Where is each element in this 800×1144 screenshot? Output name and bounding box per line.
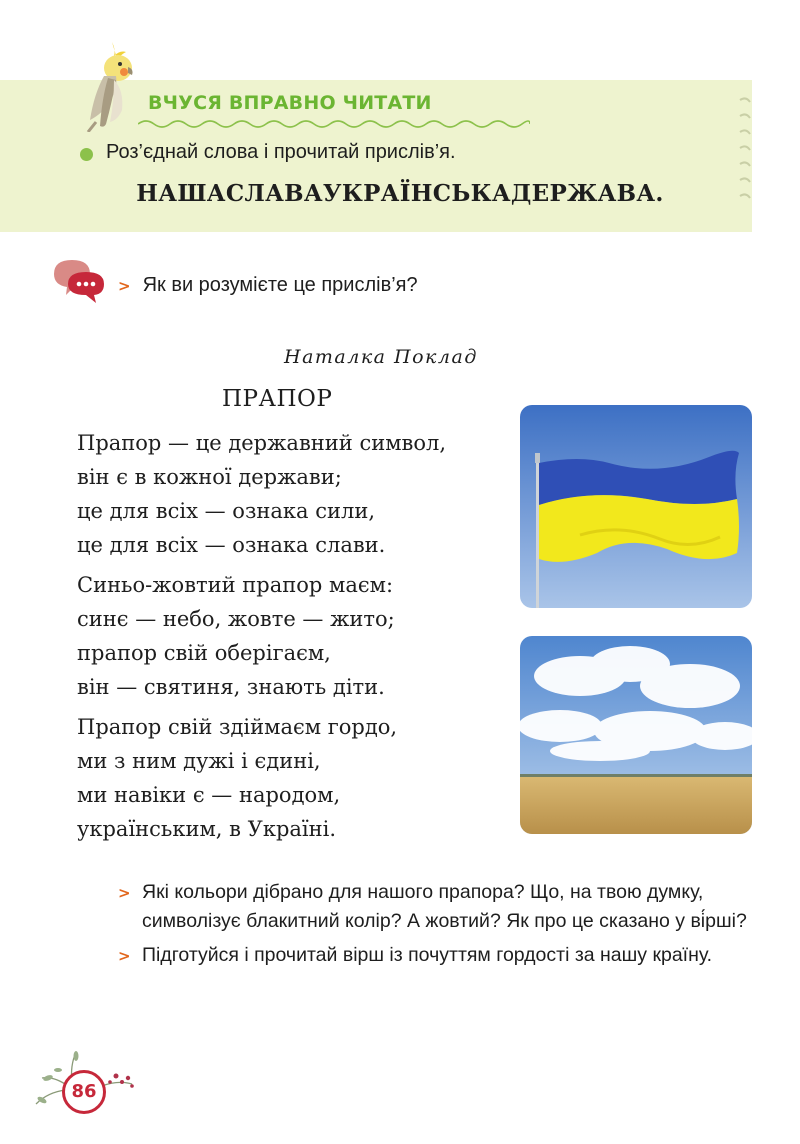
task-instruction: Роз’єднай слова і прочитай прислів’я. [106, 141, 456, 163]
poem-author: Наталка Поклад [284, 346, 478, 368]
followup-questions [118, 878, 758, 975]
flag-photo [520, 405, 752, 608]
question-text: Підготуйся і прочитай вірш із почуттям гордості за нашу країну. [142, 944, 713, 966]
poem-line: ми навіки є — народом, [77, 783, 341, 807]
section-title: ВЧУСЯ ВПРАВНО ЧИТАТИ [148, 92, 432, 114]
list-item [118, 878, 758, 936]
poem-stanza [77, 568, 395, 704]
proverb-puzzle: НАШАСЛАВАУКРАЇНСЬКАДЕРЖАВА. [136, 180, 664, 207]
poem-line: Прапор свій здіймаєм гордо, [77, 715, 398, 739]
chat-bubbles-icon [50, 258, 106, 304]
poem-line: українським, в Україні. [77, 817, 337, 841]
question-text: Які кольори дібрано для нашого прапора? Що, на твою думку, символізує блакитний колір? А жовтий? Як про це сказано у ві́рші? [142, 881, 747, 932]
chevron-right-icon: > [118, 884, 131, 902]
poem-line: ми з ним дужі і єдині, [77, 749, 321, 773]
poem-line: це для всіх — ознака слави. [77, 533, 386, 557]
poem-line: він — святиня, знають діти. [77, 675, 385, 699]
poem-line: Прапор — це державний символ, [77, 431, 447, 455]
chevron-right-icon: > [118, 277, 131, 295]
poem-line: він є в кожної держави; [77, 465, 342, 489]
poem-title: ПРАПОР [222, 386, 333, 412]
bullet-dot [80, 148, 93, 161]
discussion-question-text: Як ви розумієте це прислів’я? [142, 274, 418, 296]
discussion-question [118, 274, 418, 297]
poem-line: прапор свій оберігаєм, [77, 641, 331, 665]
wheat-field-photo [520, 636, 752, 834]
page-number: 86 [62, 1070, 106, 1114]
poem-line: це для всіх — ознака сили, [77, 499, 375, 523]
parrot-icon [74, 40, 144, 132]
wave-underline [138, 118, 530, 130]
poem-stanza [77, 426, 446, 562]
chevron-right-icon: > [118, 947, 131, 965]
poem-line: Синьо-жовтий прапор маєм: [77, 573, 394, 597]
poem-stanza [77, 710, 397, 846]
list-item [118, 941, 758, 970]
poem-line: синє — небо, жовте — жито; [77, 607, 395, 631]
